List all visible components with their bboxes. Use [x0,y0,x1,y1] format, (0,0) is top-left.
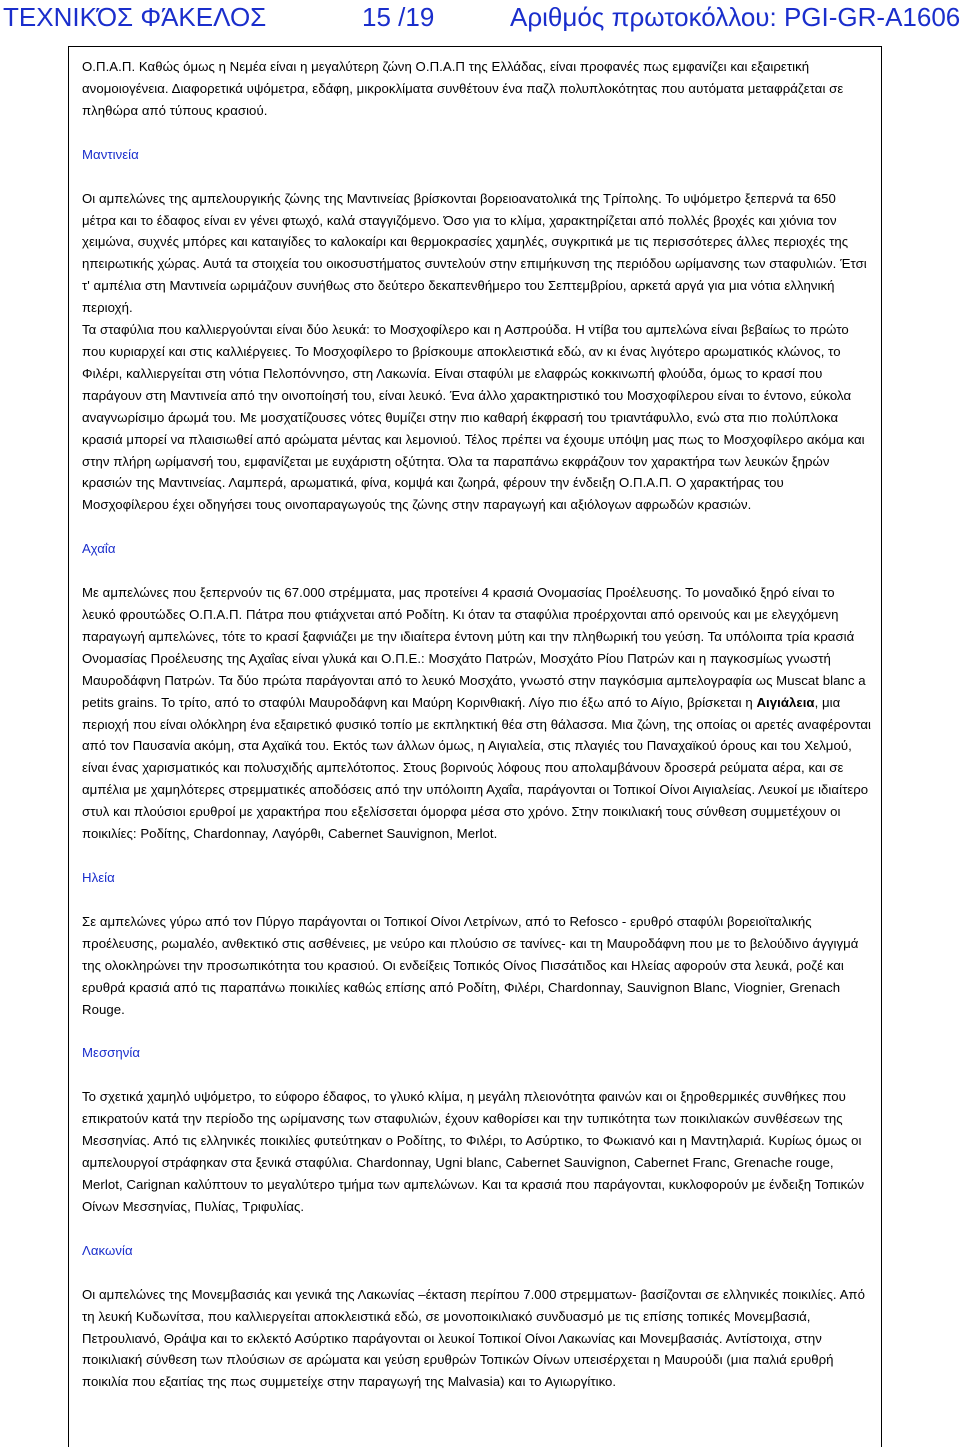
intro-paragraph: Ο.Π.Α.Π. Καθώς όμως η Νεμέα είναι η μεγαλύτερη ζώνη Ο.Π.Α.Π της Ελλάδας, είναι προφανές πως εμφανίζει και εξαιρετική ανομοιογένεια. Διαφορετικά υψόμετρα, εδάφη, μικροκλίματα συνθέτουν ένα παζλ πολυπλοκότητας που αυτόματα μεταφράζεται σε πληθώρα από τύπους κρασιού. [82,59,844,118]
messinia-paragraph: Το σχετικά χαμηλό υψόμετρο, το εύφορο έδαφος, το γλυκό κλίμα, η μεγάλη πλειονότητα φαινών και οι ξηροθερμικές συνθήκες που επικρατούν κατά την περίοδο της ωρίμανσης των σταφυλιών, έχουν καθορίσει και την τυπικότητα των ποικιλιακών συνθέσεων της Μεσσηνίας. Από τις ελληνικές ποικιλίες φυτεύτηκαν ο Ροδίτης, το Φιλέρι, το Ασύρτικο, το Φωκιανό και η Μαντηλαριά. Κυρίως όμως οι αμπελουργοί στράφηκαν στα ξενικά σταφύλια. Chardonnay, Ugni blanc, Cabernet Sauvignon, Cabernet Franc, Grenache rouge, Merlot, Carignan καλύπτουν το μεγαλύτερο τμήμα των αμπελώνων. Και τα κρασιά που παράγονται, κυκλοφορούν με ένδειξη Τοπικών Οίνων Μεσσηνίας, Πυλίας, Τριφυλίας. [82,1089,865,1214]
protocol-number: Αριθμός πρωτοκόλλου: PGI-GR-A1606 [510,2,960,32]
page-header [0,0,960,40]
achaia-paragraph [82,582,872,845]
mantineia-paragraph-1: Οι αμπελώνες της αμπελουργικής ζώνης της Μαντινείας βρίσκονται βορειοανατολικά της Τρίπολης. Το υψόμετρο ξεπερνά τα 650 μέτρα και το έδαφος είναι εν γένει φτωχό, καλά σταγγιζόμενο. Όσο για το κλίμα, χαρακτηρίζεται από πολλές βροχές και χιόνια τον χειμώνα, συχνές μπόρες και καταιγίδες το καλοκαίρι και θερμοκρασίες χαμηλές, συγκριτικά με τις περισσότερες άλλες περιοχές της ηπειρωτικής χώρας. Αυτά τα στοιχεία του οικοσυστήματος συντελούν στην επιμήκυνση της περιόδου ωρίμανσης των σταφυλιών. Έτσι τ' αμπέλια στη Μαντινεία ωριμάζουν συνήθως στο δεύτερο δεκαπενθήμερο του Σεπτεμβρίου, αρκετά αργά για μια νότια ελληνική περιοχή. [82,190,867,316]
achaia-text-after: , μια περιοχή που είναι ολόκληρη ένα εξαιρετικό φυσικό τοπίο με εκπληκτική θέα στη θάλασσα. Μια ζώνη, της οποίας οι αρετές αναφέρονται από τον Παυσανία ακόμη, στα Αχαϊκά του. Εκτός των άλλων όμως, η Αιγιαλεία, στις πλαγιές του Παναχαϊκού όρους και του Χελμού, είναι ένας χαρισματικός και πολυσχιδής αμπελότοπος. Στους βορινούς λόφους που απολαμβάνουν δροσερά ρεύματα αέρα, και σε αμπέλια με χαμηλότερες στρεμματικές αποδόσεις από την υπόλοιπη Αχαΐα, παράγονται οι Τοπικοί Οίνοι Αιγιαλείας. Λευκοί με ιδιαίτερο στυλ και πλούσιοι ερυθροί με χαρακτήρα που εξελίσσεται όμορφα μέσα στο χρόνο. Στην ποικιλιακή τους σύνθεση συμμετέχουν οι ποικιλίες: Ροδίτης, Chardonnay, Λαγόρθι, Cabernet Sauvignon, Merlot. [82,694,871,842]
heading-lakonia: Λακωνία [82,1242,133,1258]
page-number: 15 /19 [362,2,435,32]
document-body [82,56,872,1393]
aigialeia-emphasis: Αιγιάλεια [756,694,815,710]
mantineia-paragraph-2: Τα σταφύλια που καλλιεργούνται είναι δύο λευκά: το Μοσχοφίλερο και η Ασπρούδα. Η ντίβα του αμπελώνα είναι βεβαίως το πρώτο που κυριαρχεί και στις καλλιέργειες. Το Μοσχοφίλερο το βρίσκουμε αποκλειστικά εδώ, αν κι ένας λιγότερο αρωματικός κλώνος, το Φιλέρι, καλλιεργείται στη νότια Πελοπόννησο, στη Λακωνία. Είναι σταφύλι με ελαφρώς κοκκινωπή φλούδα, όμως το κρασί που παράγουν στη Μαντινεία από την οινοποίησή του, είναι λευκό. Ένα άλλο χαρακτηριστικό του Μοσχοφίλερου είναι το έντονο, εύκολα αναγνωρίσιμο άρωμά του. Με μοσχατίζουσες νότες θυμίζει στην πιο καθαρή έκφρασή του τριαντάφυλλο, ενώ στα πιο πολύπλοκα κρασιά μπορεί να πλαισιωθεί από αρώματα μέντας και λεμονιού. Τέλος πρέπει να έχουμε υπόψη μας πως το Μοσχοφίλερο ακόμα και στην πλήρη ωρίμανσή του, εμφανίζεται με ευχάριστη οξύτητα. Όλα τα παραπάνω εκφράζουν τον χαρακτήρα των λευκών ξηρών κρασιών της Μαντινείας. Λαμπερά, αρωματικά, φίνα, κομψά και ζωηρά, φέρουν την ένδειξη Ο.Π.Α.Π. Ο χαρακτήρας του Μοσχοφίλερου έχει οδηγήσει τους οινοπαραγωγούς της ζώνης στην παραγωγή και αξιόλογων αφρωδών κρασιών. [82,322,865,513]
document-title: ΤΕΧΝΙΚΌΣ ΦΆΚΕΛΟΣ [3,2,267,32]
achaia-text-before: Με αμπελώνες που ξεπερνούν τις 67.000 στρέμματα, μας προτείνει 4 κρασιά Ονομασίας Προέλευσης. Το μοναδικό ξηρό είναι το λευκό φρουτώδες Ο.Π.Α.Π. Πάτρα που φτιάχνεται από Ροδίτη. Κι όταν τα σταφύλια προέρχονται από ορεινούς και με ελεγχόμενη παραγωγή αμπελώνες, τότε το κρασί ξαφνιάζει με την ιδιαίτερα έντονη μύτη και την πληθωρική του γεύση. Τα υπόλοιπα τρία κρασιά Ονομασίας Προέλευσης της Αχαΐας είναι γλυκά και Ο.Π.Ε.: Μοσχάτο Πατρών, Μοσχάτο Ρίου Πατρών και η παγκοσμίως γνωστή Μαυροδάφνη Πατρών. Τα δύο πρώτα παράγονται από το λευκό Μοσχάτο, γνωστό στην παγκόσμια αμπελογραφία ως Muscat blanc a petits grains. Το τρίτο, από το σταφύλι Μαυροδάφνη και Μαύρη Κορινθιακή. Λίγο πιο έξω από το Αίγιο, βρίσκεται η [82,585,866,710]
heading-messinia: Μεσσηνία [82,1045,141,1061]
heading-achaia: Αχαΐα [82,541,116,557]
ileia-paragraph: Σε αμπελώνες γύρω από τον Πύργο παράγονται οι Τοπικοί Οίνοι Λετρίνων, από το Refosco - ερυθρό σταφύλι βορειοϊταλικής προέλευσης, ρωμαλέο, ανθεκτικό στις ασθένειες, με νεύρο και πλούσιο σε τανίνες- και τη Μαυροδάφνη που με το βελούδινο άγγιγμά της ολοκληρώνει την προσωπικότητα του κρασιού. Οι ενδείξεις Τοπικός Οίνος Πισσάτιδος και Ηλείας αφορούν στα λευκά, ροζέ και ερυθρά κρασιά από τις παραπάνω ποικιλίες καθώς επίσης από Ροδίτη, Φιλέρι, Chardonnay, Sauvignon Blanc, Viognier, Grenach Rouge. [82,913,859,1017]
lakonia-paragraph: Οι αμπελώνες της Μονεμβασιάς και γενικά της Λακωνίας –έκταση περίπου 7.000 στρεμματων- βασίζονται σε ελληνικές ποικιλίες. Από τη λευκή Κυδωνίτσα, που καλλιεργείται αποκλειστικά εδώ, σε μονοποικιλιακό συνδυασμό με τις επίσης τοπικές Μονεμβασιά, Πετρουλιανό, Θράψα και το εκλεκτό Ασύρτικο παράγονται οι λευκοί Τοπικοί Οίνοι Λακωνίας και Μονεμβασιάς. Αντίστοιχα, στην ποικιλιακή σύνθεση των πλούσιων σε αρώματα και γεύση ερυθρών Τοπικών Οίνων υπεισέρχεται η Μαυρούδι (μια παλιά ερυθρή ποικιλία που εξαιτίας της πως συμμετείχε στην παραγωγή της Malvasia) και το Αγιωργίτικο. [82,1286,865,1390]
heading-ileia: Ηλεία [82,870,115,885]
heading-mantineia: Μαντινεία [82,146,139,162]
